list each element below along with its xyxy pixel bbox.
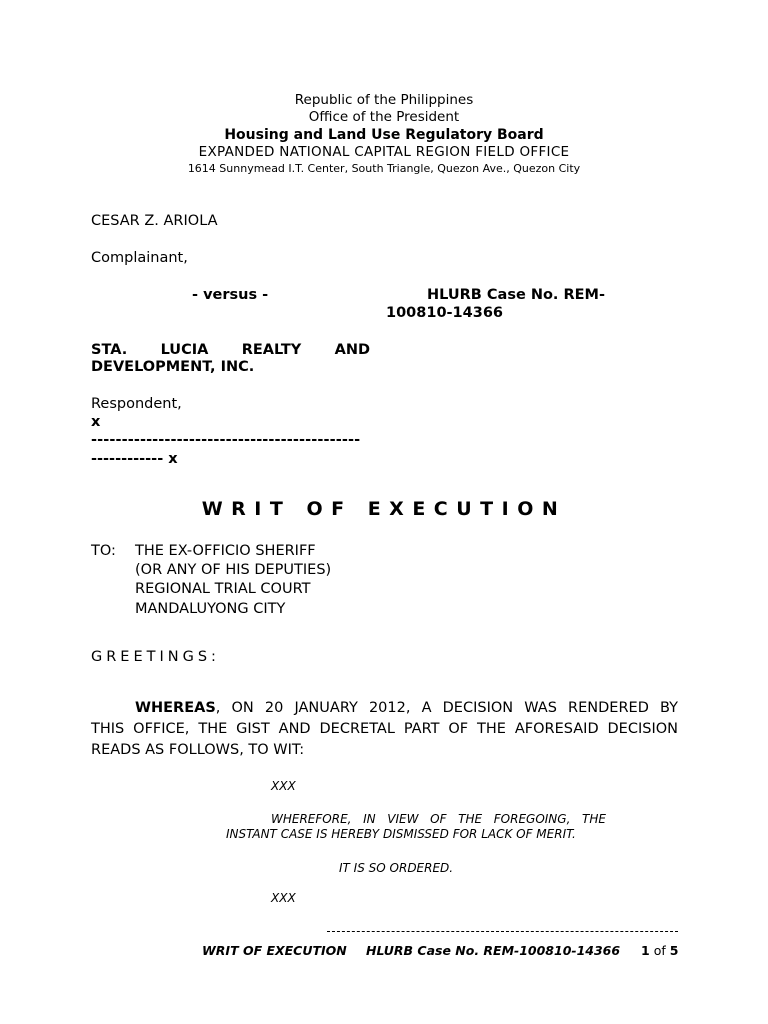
footer-divider: [327, 931, 678, 932]
addressee-line: MANDALUYONG CITY: [135, 601, 286, 617]
body-paragraph-line2: THIS OFFICE, THE GIST AND DECRETAL PART OF THE AFORESAID DECISION: [91, 721, 678, 737]
quote-so-ordered: IT IS SO ORDERED.: [339, 861, 454, 875]
page-of: of: [653, 943, 666, 958]
body-paragraph-line1: [135, 699, 678, 718]
complainant-name: CESAR Z. ARIOLA: [91, 213, 218, 229]
caption-x-mark: x: [91, 414, 101, 430]
addressee-line: REGIONAL TRIAL COURT: [135, 581, 311, 597]
footer-page-number: [641, 943, 678, 958]
footer-case-ref: HLURB Case No. REM-100810-14366: [366, 943, 621, 958]
office-address: 1614 Sunnymead I.T. Center, South Triangle, Quezon Ave., Quezon City: [187, 162, 581, 175]
greetings: GREETINGS:: [91, 649, 220, 665]
body-paragraph-line3: READS AS FOLLOWS, TO WIT:: [91, 742, 305, 758]
versus-label: - versus -: [192, 287, 269, 303]
addressee-line: THE EX-OFFICIO SHERIFF: [135, 543, 316, 559]
case-number-line1: HLURB Case No. REM-: [427, 287, 606, 303]
page-current: 1: [641, 943, 650, 958]
field-office-name: EXPANDED NATIONAL CAPITAL REGION FIELD OFFICE: [198, 144, 570, 160]
complainant-label: Complainant,: [91, 250, 188, 266]
to-label: TO:: [91, 543, 116, 559]
addressee-line: (OR ANY OF HIS DEPUTIES): [135, 562, 332, 578]
document-title: WRIT OF EXECUTION: [201, 498, 567, 520]
body-text: , ON 20 JANUARY 2012, A DECISION WAS RENDERED BY: [215, 700, 678, 716]
respondent-word: AND: [334, 342, 370, 358]
respondent-word: REALTY: [241, 342, 302, 358]
quote-wherefore-line1: WHEREFORE, IN VIEW OF THE FOREGOING, THE: [271, 812, 606, 826]
board-name: Housing and Land Use Regulatory Board: [224, 127, 544, 143]
caption-dash-line2: ------------ x: [91, 451, 178, 467]
respondent-word: STA.: [91, 342, 128, 358]
case-number-line2: 100810-14366: [386, 305, 503, 321]
republic-line: Republic of the Philippines: [294, 92, 474, 108]
caption-dash-line1: --------------------------------------------: [91, 432, 361, 448]
quote-xxx-top: XXX: [271, 779, 296, 793]
footer-doc-title: WRIT OF EXECUTION: [202, 943, 347, 958]
quote-xxx-bottom: XXX: [271, 891, 296, 905]
office-line: Office of the President: [308, 109, 460, 125]
respondent-word: LUCIA: [160, 342, 209, 358]
respondent-name-line2: DEVELOPMENT, INC.: [91, 359, 255, 375]
quote-wherefore-line2: INSTANT CASE IS HEREBY DISMISSED FOR LACK OF MERIT.: [226, 827, 576, 841]
whereas-label: WHEREAS: [135, 700, 216, 716]
page-total: 5: [669, 943, 679, 958]
respondent-label: Respondent,: [91, 396, 182, 412]
